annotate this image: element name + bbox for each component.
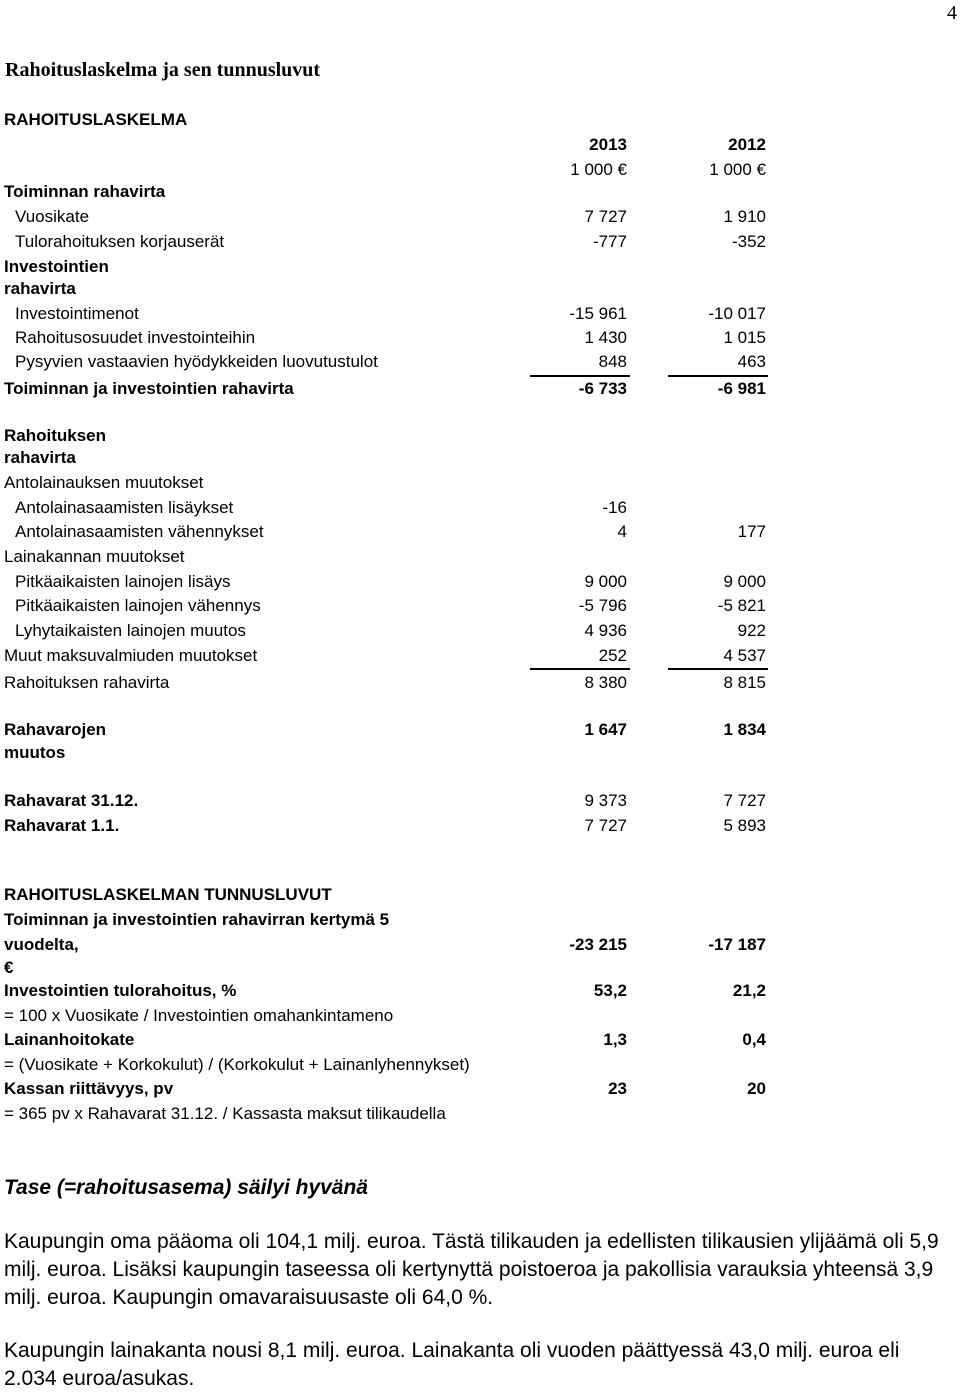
lyhyt-2013: 4 936 bbox=[584, 621, 627, 640]
lainakannan-label: Lainakannan muutokset bbox=[4, 547, 185, 566]
lyhyt-label: Lyhytaikaisten lainojen muutos bbox=[15, 621, 246, 640]
investing-heading-line1: Investointien bbox=[4, 257, 109, 276]
antolaina-vah-2012: 177 bbox=[737, 522, 766, 541]
pysyvien-2013: 848 bbox=[598, 352, 627, 371]
financing-rule-2013 bbox=[530, 668, 630, 670]
kassan-label: Kassan riittävyys, pv bbox=[4, 1079, 174, 1098]
pitka-lisays-2013: 9 000 bbox=[584, 572, 627, 591]
antolaina-vah-2013: 4 bbox=[617, 522, 627, 541]
toim-inv-2013: -6 733 bbox=[578, 379, 627, 398]
kertyma-line1: Toiminnan ja investointien rahavirran kertymä 5 bbox=[4, 910, 390, 929]
operating-cash-flow-label: Toiminnan rahavirta bbox=[4, 182, 166, 201]
rahavarojen-line2: muutos bbox=[4, 743, 66, 762]
year-2012-header: 2012 bbox=[728, 135, 766, 154]
muut-2012: 4 537 bbox=[723, 646, 766, 665]
investointimenot-label: Investointimenot bbox=[15, 304, 139, 323]
lainanhoito-2012: 0,4 bbox=[742, 1030, 766, 1049]
lyhyt-2012: 922 bbox=[737, 621, 766, 640]
financing-heading-line2: rahavirta bbox=[4, 448, 76, 467]
pitka-vah-2012: -5 821 bbox=[717, 596, 766, 615]
antolaina-lisays-2013: -16 bbox=[602, 498, 627, 517]
rahavarat-11-label: Rahavarat 1.1. bbox=[4, 816, 120, 835]
lainanhoito-formula: = (Vuosikate + Korkokulut) / (Korkokulut + Lainanlyhennykset) bbox=[4, 1055, 470, 1074]
rahoitusosuudet-label: Rahoitusosuudet investointeihin bbox=[15, 328, 256, 347]
antolainauksen-label: Antolainauksen muutokset bbox=[4, 473, 204, 492]
unit-2013: 1 000 € bbox=[570, 160, 627, 179]
kassan-formula: = 365 pv x Rahavarat 31.12. / Kassasta maksut tilikaudella bbox=[4, 1104, 446, 1123]
subtotal-rule-2013 bbox=[530, 375, 630, 377]
balance-paragraph: Kaupungin oma pääoma oli 104,1 milj. euroa. Tästä tilikauden ja edellisten tilikausien ylijäämä oli 5,9 milj. euroa. Lisäksi kaupungin taseessa oli kertynyttä poistoeroa ja pakollisia varauksia yhteensä 3,9 milj. euroa. Kaupungin omavaraisuusaste oli 64,0 %. bbox=[4, 1230, 939, 1309]
tulorahoitus-label: Tulorahoituksen korjauserät bbox=[15, 232, 225, 251]
rahavarat-11-2013: 7 727 bbox=[584, 816, 627, 835]
pitka-vah-label: Pitkäaikaisten lainojen vähennys bbox=[15, 596, 261, 615]
pitka-vah-2013: -5 796 bbox=[578, 596, 627, 615]
tulorahoitus-pct-label: Investointien tulorahoitus, % bbox=[4, 981, 237, 1000]
tulorahoitus-pct-2013: 53,2 bbox=[593, 981, 627, 1000]
tulorahoitus-2013: -777 bbox=[592, 232, 627, 251]
kassan-2013: 23 bbox=[608, 1079, 627, 1098]
vuosikate-label: Vuosikate bbox=[15, 207, 90, 226]
pysyvien-2012: 463 bbox=[737, 352, 766, 371]
page-number: 4 bbox=[947, 2, 957, 24]
toim-inv-2012: -6 981 bbox=[717, 379, 766, 398]
cash-flow-heading: RAHOITUSLASKELMA bbox=[4, 110, 188, 129]
financing-rule-2012 bbox=[668, 668, 768, 670]
tulorahoitus-pct-2012: 21,2 bbox=[732, 981, 766, 1000]
kertyma-line2: vuodelta, bbox=[4, 935, 79, 954]
toim-inv-label: Toiminnan ja investointien rahavirta bbox=[4, 379, 294, 398]
rahavarat-3112-label: Rahavarat 31.12. bbox=[4, 791, 139, 810]
document-title: Rahoituslaskelma ja sen tunnusluvut bbox=[5, 59, 321, 81]
rahoitusosuudet-2012: 1 015 bbox=[723, 328, 766, 347]
pysyvien-label: Pysyvien vastaavien hyödykkeiden luovutustulot bbox=[15, 352, 378, 371]
antolaina-lisays-label: Antolainasaamisten lisäykset bbox=[15, 498, 234, 517]
lainanhoito-label: Lainanhoitokate bbox=[4, 1030, 135, 1049]
rahoituksen-rv-label: Rahoituksen rahavirta bbox=[4, 673, 170, 692]
kertyma-2012: -17 187 bbox=[708, 935, 766, 954]
balance-sheet-heading: Tase (=rahoitusasema) säilyi hyvänä bbox=[4, 1176, 368, 1199]
antolaina-vah-label: Antolainasaamisten vähennykset bbox=[15, 522, 264, 541]
unit-2012: 1 000 € bbox=[709, 160, 766, 179]
vuosikate-2013: 7 727 bbox=[584, 207, 627, 226]
investointimenot-2012: -10 017 bbox=[708, 304, 766, 323]
rahoituksen-rv-2012: 8 815 bbox=[723, 673, 766, 692]
kertyma-line3: € bbox=[4, 958, 14, 977]
rahavarat-3112-2013: 9 373 bbox=[584, 791, 627, 810]
rahoitusosuudet-2013: 1 430 bbox=[584, 328, 627, 347]
tulorahoitus-formula: = 100 x Vuosikate / Investointien omahankintameno bbox=[4, 1006, 394, 1025]
financing-heading-line1: Rahoituksen bbox=[4, 426, 107, 445]
year-2013-header: 2013 bbox=[589, 135, 627, 154]
key-figures-heading: RAHOITUSLASKELMAN TUNNUSLUVUT bbox=[4, 885, 332, 904]
tulorahoitus-2012: -352 bbox=[731, 232, 766, 251]
kassan-2012: 20 bbox=[747, 1079, 766, 1098]
muut-2013: 252 bbox=[598, 646, 627, 665]
rahavarojen-2012: 1 834 bbox=[723, 720, 766, 739]
rahavarat-3112-2012: 7 727 bbox=[723, 791, 766, 810]
lainanhoito-2013: 1,3 bbox=[603, 1030, 627, 1049]
subtotal-rule-2012 bbox=[668, 375, 768, 377]
investing-heading-line2: rahavirta bbox=[4, 279, 76, 298]
kertyma-2013: -23 215 bbox=[569, 935, 627, 954]
rahavarojen-line1: Rahavarojen bbox=[4, 720, 107, 739]
rahavarat-11-2012: 5 893 bbox=[723, 816, 766, 835]
pitka-lisays-label: Pitkäaikaisten lainojen lisäys bbox=[15, 572, 231, 591]
investointimenot-2013: -15 961 bbox=[569, 304, 627, 323]
rahoituksen-rv-2013: 8 380 bbox=[584, 673, 627, 692]
loan-paragraph: Kaupungin lainakanta nousi 8,1 milj. euroa. Lainakanta oli vuoden päättyessä 43,0 milj. euroa eli 2.034 euroa/asukas. bbox=[4, 1339, 900, 1390]
pitka-lisays-2012: 9 000 bbox=[723, 572, 766, 591]
vuosikate-2012: 1 910 bbox=[723, 207, 766, 226]
rahavarojen-2013: 1 647 bbox=[584, 720, 627, 739]
muut-label: Muut maksuvalmiuden muutokset bbox=[4, 646, 258, 665]
